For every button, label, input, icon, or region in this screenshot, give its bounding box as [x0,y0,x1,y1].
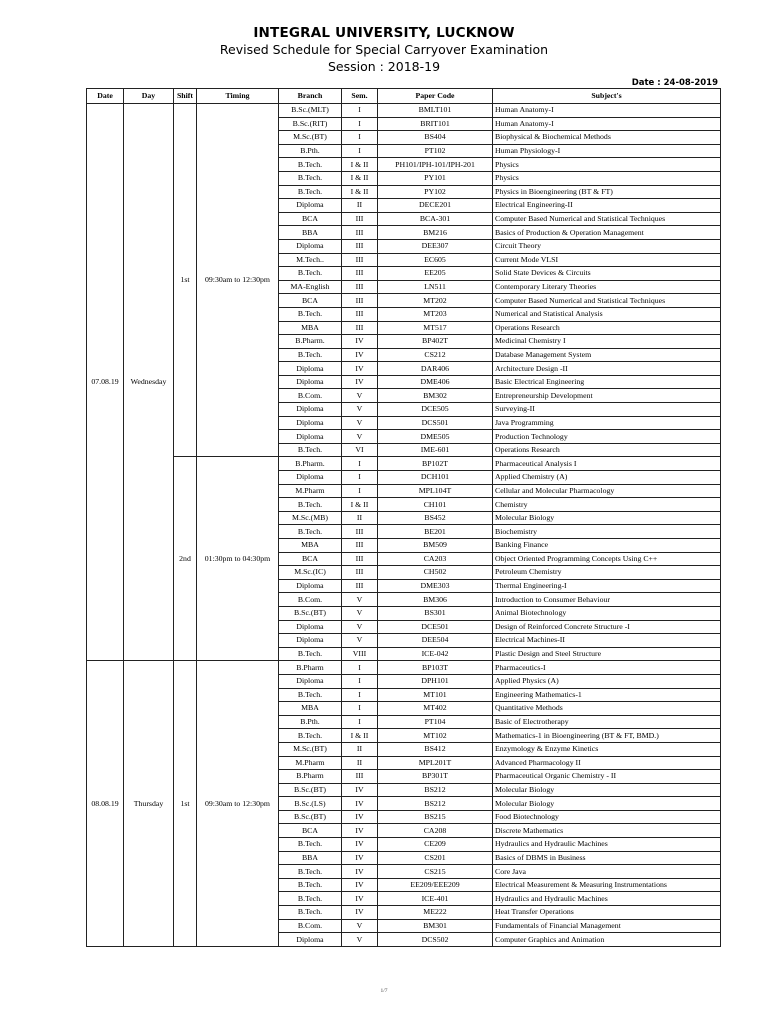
subject-cell: Quantitative Methods [493,702,721,716]
branch-cell: B.Tech. [279,688,342,702]
subject-cell: Fundamentals of Financial Management [493,919,721,933]
subject-cell: Hydraulics and Hydraulic Machines [493,892,721,906]
branch-cell: B.Tech. [279,267,342,281]
paper-code-cell: BM216 [378,226,493,240]
branch-cell: B.Pharm. [279,457,342,471]
paper-code-cell: CA208 [378,824,493,838]
paper-code-cell: CE209 [378,838,493,852]
sem-cell: I & II [342,185,378,199]
sem-cell: V [342,620,378,634]
branch-cell: B.Com. [279,919,342,933]
sem-cell: I & II [342,171,378,185]
branch-cell: Diploma [279,199,342,213]
branch-cell: B.Sc.(BT) [279,783,342,797]
subject-cell: Engineering Mathematics-1 [493,688,721,702]
subject-cell: Biophysical & Biochemical Methods [493,131,721,145]
sem-cell: III [342,212,378,226]
subject-cell: Thermal Engineering-I [493,579,721,593]
date-cell: 07.08.19 [87,104,124,661]
branch-cell: B.Sc.(LS) [279,797,342,811]
branch-cell: B.Pharm [279,661,342,675]
paper-code-cell: DME505 [378,430,493,444]
shift-cell: 1st [174,661,197,946]
branch-cell: B.Pth. [279,715,342,729]
paper-code-cell: BS215 [378,810,493,824]
branch-cell: Diploma [279,579,342,593]
branch-cell: B.Tech. [279,158,342,172]
subject-cell: Human Anatomy-I [493,104,721,118]
sem-cell: IV [342,865,378,879]
paper-code-cell: PT104 [378,715,493,729]
subject-cell: Database Management System [493,348,721,362]
paper-code-cell: BM302 [378,389,493,403]
branch-cell: B.Tech. [279,307,342,321]
col-header-sem: Sem. [342,89,378,104]
branch-cell: B.Sc.(MLT) [279,104,342,118]
day-cell: Thursday [124,661,174,946]
sem-cell: III [342,525,378,539]
sem-cell: II [342,511,378,525]
sem-cell: I [342,674,378,688]
paper-code-cell: CH101 [378,498,493,512]
sem-cell: IV [342,892,378,906]
paper-code-cell: MT101 [378,688,493,702]
sem-cell: I [342,144,378,158]
branch-cell: M.Sc.(MB) [279,511,342,525]
subject-cell: Chemistry [493,498,721,512]
branch-cell: M.Sc.(BT) [279,742,342,756]
paper-code-cell: EE209/EEE209 [378,878,493,892]
paper-code-cell: ME222 [378,906,493,920]
subject-cell: Basics of DBMS in Business [493,851,721,865]
university-title: INTEGRAL UNIVERSITY, LUCKNOW [253,25,515,41]
sem-cell: V [342,403,378,417]
sem-cell: III [342,579,378,593]
branch-cell: B.Com. [279,593,342,607]
branch-cell: B.Sc.(BT) [279,810,342,824]
branch-cell: B.Tech. [279,185,342,199]
paper-code-cell: DECE201 [378,199,493,213]
branch-cell: B.Tech. [279,892,342,906]
issue-date: Date : 24-08-2019 [631,78,718,88]
subject-cell: Introduction to Consumer Behaviour [493,593,721,607]
paper-code-cell: DCE505 [378,403,493,417]
subject-cell: Core Java [493,865,721,879]
sem-cell: III [342,552,378,566]
branch-cell: Diploma [279,634,342,648]
branch-cell: Diploma [279,375,342,389]
subject-cell: Computer Based Numerical and Statistical Techniques [493,212,721,226]
paper-code-cell: DAR406 [378,362,493,376]
day-cell: Wednesday [124,104,174,661]
sem-cell: VIII [342,647,378,661]
branch-cell: MBA [279,539,342,553]
paper-code-cell: DME303 [378,579,493,593]
branch-cell: B.Tech. [279,647,342,661]
subject-cell: Electrical Engineering-II [493,199,721,213]
paper-code-cell: MT202 [378,294,493,308]
subject-cell: Computer Based Numerical and Statistical Techniques [493,294,721,308]
col-header-shift: Shift [174,89,197,104]
branch-cell: B.Tech. [279,906,342,920]
subject-cell: Basics of Production & Operation Management [493,226,721,240]
subject-cell: Advanced Pharmacology II [493,756,721,770]
sem-cell: I [342,471,378,485]
paper-code-cell: PY102 [378,185,493,199]
branch-cell: BCA [279,212,342,226]
col-header-date: Date [87,89,124,104]
branch-cell: M.Pharm [279,484,342,498]
sem-cell: IV [342,335,378,349]
sem-cell: IV [342,375,378,389]
sem-cell: I [342,131,378,145]
paper-code-cell: BS404 [378,131,493,145]
sem-cell: I & II [342,729,378,743]
paper-code-cell: BCA-301 [378,212,493,226]
paper-code-cell: EC605 [378,253,493,267]
sem-cell: V [342,634,378,648]
timing-cell: 09:30am to 12:30pm [197,104,279,457]
paper-code-cell: CS201 [378,851,493,865]
subject-cell: Heat Transfer Operations [493,906,721,920]
paper-code-cell: BS301 [378,606,493,620]
branch-cell: MA-English [279,280,342,294]
branch-cell: Diploma [279,471,342,485]
paper-code-cell: BS212 [378,797,493,811]
sem-cell: I [342,661,378,675]
paper-code-cell: MT102 [378,729,493,743]
subject-cell: Enzymology & Enzyme Kinetics [493,742,721,756]
branch-cell: BCA [279,552,342,566]
paper-code-cell: MPL104T [378,484,493,498]
branch-cell: B.Sc.(RIT) [279,117,342,131]
subject-cell: Pharmaceutics-I [493,661,721,675]
subject-cell: Human Anatomy-I [493,117,721,131]
subject-cell: Operations Research [493,321,721,335]
sem-cell: IV [342,797,378,811]
subject-cell: Electrical Measurement & Measuring Instrumentations [493,878,721,892]
subject-cell: Human Physiology-I [493,144,721,158]
sem-cell: I [342,484,378,498]
paper-code-cell: CS215 [378,865,493,879]
paper-code-cell: BP301T [378,770,493,784]
sem-cell: I [342,702,378,716]
branch-cell: BBA [279,851,342,865]
sem-cell: III [342,566,378,580]
subject-cell: Java Programming [493,416,721,430]
subject-cell: Circuit Theory [493,239,721,253]
branch-cell: B.Sc.(BT) [279,606,342,620]
sem-cell: V [342,389,378,403]
subject-cell: Medicinal Chemistry I [493,335,721,349]
sem-cell: I & II [342,158,378,172]
paper-code-cell: DCS502 [378,933,493,947]
sem-cell: III [342,321,378,335]
branch-cell: Diploma [279,239,342,253]
branch-cell: B.Tech. [279,348,342,362]
paper-code-cell: MT517 [378,321,493,335]
sem-cell: III [342,307,378,321]
paper-code-cell: DCS501 [378,416,493,430]
shift-cell: 2nd [174,457,197,661]
subject-cell: Pharmaceutical Analysis I [493,457,721,471]
col-header-subject: Subject's [493,89,721,104]
branch-cell: BBA [279,226,342,240]
branch-cell: MBA [279,321,342,335]
table-body [87,104,721,947]
subject-cell: Biochemistry [493,525,721,539]
branch-cell: MBA [279,702,342,716]
branch-cell: B.Tech. [279,498,342,512]
sem-cell: IV [342,810,378,824]
paper-code-cell: ICE-042 [378,647,493,661]
paper-code-cell: IME-601 [378,443,493,457]
paper-code-cell: BS212 [378,783,493,797]
shift-cell: 1st [174,104,197,457]
branch-cell: Diploma [279,430,342,444]
branch-cell: Diploma [279,933,342,947]
branch-cell: B.Tech. [279,729,342,743]
sem-cell: IV [342,878,378,892]
table-row [87,457,721,471]
subject-cell: Design of Reinforced Concrete Structure -I [493,620,721,634]
paper-code-cell: DCE501 [378,620,493,634]
subject-cell: Production Technology [493,430,721,444]
sem-cell: I [342,104,378,118]
subject-cell: Banking Finance [493,539,721,553]
sem-cell: IV [342,362,378,376]
subject-cell: Molecular Biology [493,797,721,811]
subject-cell: Plastic Design and Steel Structure [493,647,721,661]
paper-code-cell: ICE-401 [378,892,493,906]
sem-cell: V [342,430,378,444]
page-number: 1/7 [380,988,388,994]
branch-cell: Diploma [279,403,342,417]
sem-cell: IV [342,838,378,852]
schedule-subtitle: Revised Schedule for Special Carryover Examination [219,42,549,57]
sem-cell: II [342,756,378,770]
branch-cell: B.Tech. [279,171,342,185]
exam-schedule-table [86,88,721,947]
subject-cell: Animal Biotechnology [493,606,721,620]
paper-code-cell: DEE504 [378,634,493,648]
subject-cell: Applied Chemistry (A) [493,471,721,485]
sem-cell: III [342,226,378,240]
paper-code-cell: BMLT101 [378,104,493,118]
subject-cell: Basic of Electrotherapy [493,715,721,729]
branch-cell: B.Tech. [279,865,342,879]
branch-cell: B.Tech. [279,443,342,457]
sem-cell: II [342,199,378,213]
timing-cell: 09:30am to 12:30pm [197,661,279,946]
branch-cell: M.Sc.(BT) [279,131,342,145]
sem-cell: V [342,919,378,933]
subject-cell: Mathematics-1 in Bioengineering (BT & FT, BMD.) [493,729,721,743]
subject-cell: Current Mode VLSI [493,253,721,267]
sem-cell: I [342,117,378,131]
col-header-day: Day [124,89,174,104]
subject-cell: Hydraulics and Hydraulic Machines [493,838,721,852]
sem-cell: V [342,416,378,430]
sem-cell: I [342,688,378,702]
subject-cell: Food Biotechnology [493,810,721,824]
paper-code-cell: CA203 [378,552,493,566]
subject-cell: Molecular Biology [493,511,721,525]
date-cell: 08.08.19 [87,661,124,946]
subject-cell: Applied Physics (A) [493,674,721,688]
paper-code-cell: BS452 [378,511,493,525]
table-header-row [87,89,721,104]
session-label: Session : 2018-19 [327,59,441,74]
sem-cell: IV [342,906,378,920]
branch-cell: B.Pth. [279,144,342,158]
paper-code-cell: LN511 [378,280,493,294]
subject-cell: Electrical Machines-II [493,634,721,648]
paper-code-cell: DCH101 [378,471,493,485]
sem-cell: III [342,294,378,308]
sem-cell: VI [342,443,378,457]
branch-cell: Diploma [279,416,342,430]
sem-cell: I & II [342,498,378,512]
paper-code-cell: PY101 [378,171,493,185]
subject-cell: Operations Research [493,443,721,457]
paper-code-cell: PH101/IPH-101/IPH-201 [378,158,493,172]
branch-cell: B.Tech. [279,525,342,539]
subject-cell: Object Oriented Programming Concepts Using C++ [493,552,721,566]
sem-cell: V [342,593,378,607]
subject-cell: Contemporary Literary Theories [493,280,721,294]
subject-cell: Physics [493,158,721,172]
branch-cell: M.Sc.(IC) [279,566,342,580]
table-row [87,104,721,118]
sem-cell: IV [342,824,378,838]
paper-code-cell: BRIT101 [378,117,493,131]
subject-cell: Computer Graphics and Animation [493,933,721,947]
branch-cell: B.Tech. [279,838,342,852]
sem-cell: III [342,253,378,267]
branch-cell: B.Com. [279,389,342,403]
paper-code-cell: MT402 [378,702,493,716]
branch-cell: BCA [279,294,342,308]
sem-cell: IV [342,851,378,865]
sem-cell: III [342,539,378,553]
sem-cell: III [342,267,378,281]
col-header-branch: Branch [279,89,342,104]
branch-cell: B.Pharm [279,770,342,784]
paper-code-cell: MT203 [378,307,493,321]
subject-cell: Pharmaceutical Organic Chemistry - II [493,770,721,784]
paper-code-cell: BP102T [378,457,493,471]
branch-cell: BCA [279,824,342,838]
sem-cell: V [342,933,378,947]
sem-cell: II [342,742,378,756]
paper-code-cell: CS212 [378,348,493,362]
subject-cell: Numerical and Statistical Analysis [493,307,721,321]
paper-code-cell: BE201 [378,525,493,539]
paper-code-cell: CH502 [378,566,493,580]
branch-cell: M.Tech.. [279,253,342,267]
table-row [87,661,721,675]
subject-cell: Solid State Devices & Circuits [493,267,721,281]
branch-cell: Diploma [279,362,342,376]
branch-cell: M.Pharm [279,756,342,770]
sem-cell: III [342,770,378,784]
subject-cell: Physics [493,171,721,185]
subject-cell: Cellular and Molecular Pharmacology [493,484,721,498]
paper-code-cell: BM306 [378,593,493,607]
paper-code-cell: BM301 [378,919,493,933]
subject-cell: Physics in Bioengineering (BT & FT) [493,185,721,199]
sem-cell: III [342,239,378,253]
col-header-timing: Timing [197,89,279,104]
subject-cell: Architecture Design -II [493,362,721,376]
paper-code-cell: BP103T [378,661,493,675]
sem-cell: V [342,606,378,620]
timing-cell: 01:30pm to 04:30pm [197,457,279,661]
paper-code-cell: BM509 [378,539,493,553]
branch-cell: Diploma [279,674,342,688]
branch-cell: Diploma [279,620,342,634]
sem-cell: III [342,280,378,294]
paper-code-cell: DEE307 [378,239,493,253]
subject-cell: Discrete Mathematics [493,824,721,838]
paper-code-cell: BS412 [378,742,493,756]
subject-cell: Surveying-II [493,403,721,417]
subject-cell: Entrepreneurship Development [493,389,721,403]
subject-cell: Petroleum Chemistry [493,566,721,580]
subject-cell: Molecular Biology [493,783,721,797]
sem-cell: IV [342,783,378,797]
paper-code-cell: MPL201T [378,756,493,770]
branch-cell: B.Tech. [279,878,342,892]
paper-code-cell: DME406 [378,375,493,389]
sem-cell: I [342,715,378,729]
sem-cell: I [342,457,378,471]
branch-cell: B.Pharm. [279,335,342,349]
sem-cell: IV [342,348,378,362]
paper-code-cell: DPH101 [378,674,493,688]
paper-code-cell: EE205 [378,267,493,281]
subject-cell: Basic Electrical Engineering [493,375,721,389]
paper-code-cell: PT102 [378,144,493,158]
col-header-paper-code: Paper Code [378,89,493,104]
paper-code-cell: BP402T [378,335,493,349]
